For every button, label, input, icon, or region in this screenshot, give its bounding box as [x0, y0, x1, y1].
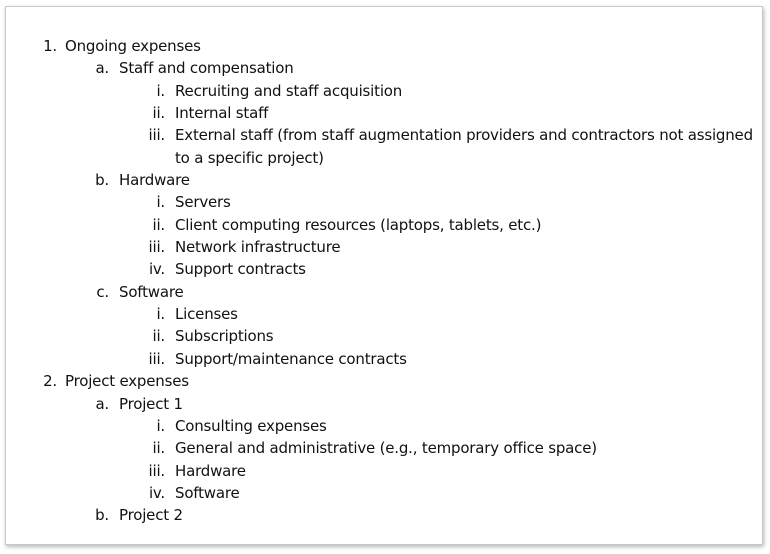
list-item-label: Servers: [175, 193, 231, 212]
list-item-label: Project 2: [119, 506, 183, 525]
list-item: [6, 325, 764, 347]
outline-list: [6, 35, 764, 527]
list-marker: iii.: [148, 349, 165, 368]
list-item-label: Internal staff: [175, 104, 269, 123]
list-item-label: Network infrastructure: [175, 238, 341, 257]
list-item-label: Software: [119, 282, 184, 301]
list-marker: i.: [156, 416, 165, 435]
list-item-label: Subscriptions: [175, 327, 274, 346]
list-item: [6, 214, 764, 236]
list-item: [6, 124, 764, 169]
list-item: [6, 415, 764, 437]
list-item-label: Consulting expenses: [175, 416, 327, 435]
list-item: [6, 80, 764, 102]
list-item: [6, 393, 764, 415]
list-marker: ii.: [152, 439, 165, 458]
list-marker: i.: [156, 305, 165, 324]
list-marker: ii.: [152, 327, 165, 346]
list-marker: a.: [95, 59, 109, 78]
list-marker: b.: [95, 506, 109, 525]
list-item: [6, 35, 764, 57]
list-marker: i.: [156, 193, 165, 212]
list-item-label: Hardware: [119, 171, 190, 190]
list-item: [6, 281, 764, 303]
list-marker: ii.: [152, 104, 165, 123]
list-marker: iv.: [148, 483, 165, 502]
list-item: [6, 504, 764, 526]
list-item-label: Licenses: [175, 305, 238, 324]
list-item-label: Software: [175, 483, 240, 502]
list-item-label: General and administrative (e.g., temporary office space): [175, 439, 597, 458]
list-item: [6, 57, 764, 79]
document-frame: [5, 6, 763, 545]
list-item-label: Client computing resources (laptops, tablets, etc.): [175, 215, 542, 234]
list-item-label: Staff and compensation: [119, 59, 294, 78]
list-marker: iii.: [148, 238, 165, 257]
list-item-label: Project 1: [119, 394, 183, 413]
list-marker: c.: [96, 282, 109, 301]
list-item-label: Support contracts: [175, 260, 306, 279]
list-marker: ii.: [152, 215, 165, 234]
list-marker: 2.: [43, 372, 57, 391]
list-item: [6, 102, 764, 124]
list-item: [6, 169, 764, 191]
list-item: [6, 482, 764, 504]
list-marker: iii.: [148, 126, 165, 145]
list-item: [6, 460, 764, 482]
list-marker: b.: [95, 171, 109, 190]
list-item: [6, 370, 764, 392]
list-item: [6, 348, 764, 370]
list-item: [6, 236, 764, 258]
list-marker: iii.: [148, 461, 165, 480]
list-item: [6, 191, 764, 213]
list-item-label: Ongoing expenses: [65, 37, 201, 55]
list-item: [6, 437, 764, 459]
list-marker: i.: [156, 81, 165, 100]
list-marker: a.: [95, 394, 109, 413]
list-item-label: Support/maintenance contracts: [175, 349, 407, 368]
list-item-label: Project expenses: [65, 372, 189, 391]
list-item-label: Hardware: [175, 461, 246, 480]
list-item-label: External staff (from staff augmentation providers and contractors not assigned to a specific project): [175, 126, 753, 167]
list-marker: 1.: [43, 37, 57, 55]
list-item: [6, 303, 764, 325]
list-item: [6, 258, 764, 280]
list-marker: iv.: [148, 260, 165, 279]
list-item-label: Recruiting and staff acquisition: [175, 81, 403, 100]
